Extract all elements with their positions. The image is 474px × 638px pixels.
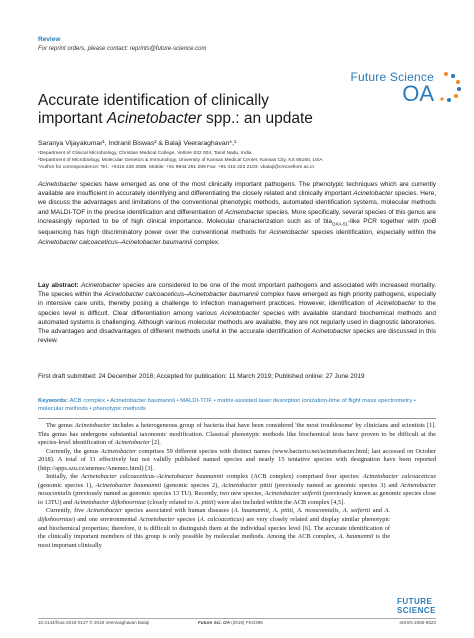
keywords-list: ACB complex • Acinetobacter baumannii • MALDI-TOF • matrix-assisted laser desorption ionization-time of flight mass spectrometry • molecular methods • phenotypic methods xyxy=(38,398,416,413)
journal-logo xyxy=(350,70,434,104)
body-text xyxy=(38,422,436,550)
publisher-logo: FUTURE SCIENCE xyxy=(396,597,436,615)
publication-dates: First draft submitted: 24 December 2018; Accepted for publication: 11 March 2019; Published online: 27 June 2019 xyxy=(38,373,365,380)
keywords xyxy=(38,397,436,413)
doi-copyright: 10.2144/fsoa-2018-0127 © 2019 Veeraraghavan Balaji xyxy=(38,620,150,625)
correspondence: *Author for correspondence: Tel.: +0416 228 2588, Mobile: +91 9944 251 289 Fax: +91 416 223 2103; vbalaji@cmcvellore.ac.in xyxy=(38,165,315,170)
body-paragraph: Currently, five Acinetobacter species associated with human diseases (A. baumannii, A. pittii, A. nosocomialis, A. seifertii and A. dijkshoorniae) and one environmental Acinetobacter species (A. calcoaceticus) are very closely related and display similar phenotypic and biochemical properties; therefore, it is difficult to distinguish them at the individual species level [6]. The accurate identification of the clinically important members of this group is only possible by molecular methods. Among the ACB complex, A. baumannii is the most important clinically xyxy=(38,507,391,549)
journal-name-line1: Future Science xyxy=(350,70,434,84)
keywords-label: Keywords: xyxy=(38,398,69,404)
journal-name-line2: OA xyxy=(402,81,434,106)
footer-divider xyxy=(38,618,436,619)
body-paragraph: Currently, the genus Acinetobacter comprises 59 different species with distinct names (www.bacterio.net/acinetobacter.html; last accessed on October 2018). A total of 11 effectively but not validly published named species and nearly 15 tentative species with designation have been reported (http://apps.szu.cz/anemec/Anemec.html) [3]. xyxy=(38,447,436,472)
abstract: Acinetobacter species have emerged as one of the most clinically important pathogens. The phenotypic techniques which are currently available are insufficient in accurately identifying and differentiating the closely related and clinically important Acinetobacter species. Here, we discuss the advantages and limitations of the conventional phenotypic methods, automated identification systems, molecular methods and MALDI-TOF in the precise identification and differentiation of Acinetobacter species. More specifically, several species of this genus are increasingly reported to be of high clinical importance. Molecular characterization such as of bla$_{OXA-51}$-like PCR together with rpoB sequencing has high discriminatory power over the conventional methods for Acinetobacter species identification, especially within the Acinetobacter calcoaceticus–Acinetobacter baumannii complex. xyxy=(38,181,436,246)
section-label: Review xyxy=(38,36,61,43)
lay-abstract-label: Lay abstract: xyxy=(38,282,79,289)
divider xyxy=(38,418,436,419)
citation: Future Sci. OA (2019) FSO395 xyxy=(198,620,263,625)
article-title: Accurate identification of clinically important Acinetobacter spp.: an update xyxy=(38,92,313,127)
body-paragraph: Initially, the Acinetobacter calcoaceticus–Acinetobacter baumannii complex (ACB complex) comprised four species: Acinetobacter calcoaceticus (genomic species 1), Acinetobacter baumannii (genomic species 2), Acinetobacter pittii (previously named as genomic species 3) and Acinetobacter nosocomialis (previously named as genomic species 13 TU). Recently, two new species, Acinetobacter seifertii (previously known as genomic species close to 13TU) and Acinetobacter dijkshoorniae (closely related to A. pittii) were also included within the ACB complex [4,5]. xyxy=(38,473,437,506)
reprint-note: For reprint orders, please contact: reprints@future-science.com xyxy=(38,46,207,52)
affiliation: ¹Department of Clinical Microbiology, Christian Medical College, Vellore 632 004, Tamil Nadu, India xyxy=(38,151,252,156)
lay-abstract: Lay abstract: Acinetobacter species are considered to be one of the most important pathogens and associated with increased mortality. The species within the Acinetobacter calcoaceticus–Acinetobacter baumannii complex have emerged as high priority pathogens, especially in intensive care units, thereby posing a challenge to infection management practices. However, identification of Acinetobacter to the species level is difficult. Clear differentiation among various Acinetobacter species with available standard biochemical methods and automated systems is challenging. Although various molecular methods are available, they are not regularly used in diagnostic laboratories. The advantages and disadvantages of different methods useful in the accurate identification of Acinetobacter species are discussed in this review. xyxy=(38,282,437,345)
eissn: eISSN 2056-5623 xyxy=(399,620,436,625)
journal-logo-dots-icon xyxy=(438,70,466,104)
body-paragraph: The genus Acinetobacter includes a heterogeneous group of bacteria that have been considered 'the most troublesome' by clinicians and scientists [1]. This genus has undergone substantial taxonomic modification. Classical phenotypic methods like biochemical tests have proven to be difficult at the species-level identification of Acinetobacter [2]. xyxy=(38,422,436,447)
author-list: Saranya Vijayakumar¹, Indranil Biswas² & Balaji Veeraraghavan*,¹ xyxy=(38,140,237,147)
affiliation: ²Department of Microbiology, Molecular Genetics & Immunology, University of Kansas Medical Center, Kansas City, KS 66160, USA xyxy=(38,158,323,163)
